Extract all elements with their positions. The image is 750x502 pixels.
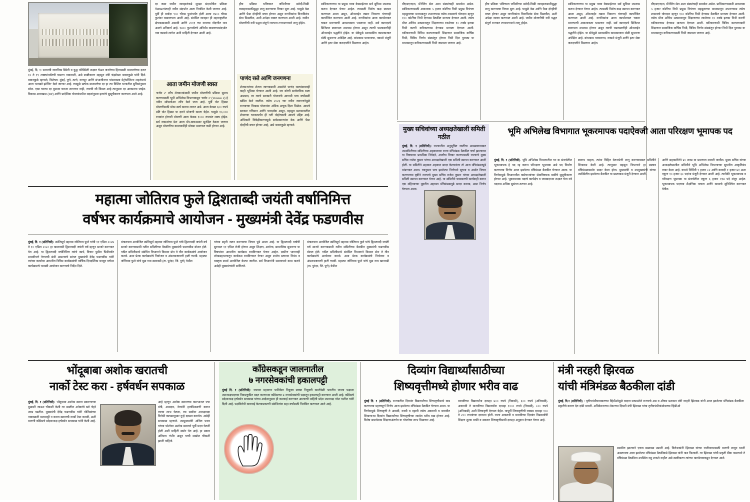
panand-roads-body: शेतकऱ्यांच्या शेतात जाण्यासाठी असलेले पाणंद रस्त्यांबाबतही काही भूमिका घेण्यात आली आहे. जर कोणी सार्वजनिक रस्ता अडवला, तर त्याचे सरकारी योजनांचे आगामी पाच वर्षांसाठी खंडित केले जातील. तसेच २०२६ च्या नवीन जनगणनेमुळे राज्याच्या विकास योजनांना अधिक अचूक दिशा मिळेल. आमचे सरकार गतिमान आणि पारदर्शक असून, महसूल प्रशासनातील शेवटच्या घटकापर्यंत ही गती पोहोचवली आमचे उद्दिष्ट आहे. अधिकारी विकेंद्रीकरणामुळे सर्वसामान्यांना वेळ आणि पैसा दोन्हीची बचत होणार आहे, असे बावनकुळे म्हणाले. xyxy=(240,84,310,128)
top-col5-body: हीच प्रक्रिया भविष्यात जमिनीच्या खरेदी-विक्री व्यवहारासाठीसुद्धा लागू करण्याचा विचार सुरू आहे. यामुळे वेळ आणि पैसा दोन्हीची बचत होणार असून नागरिकांना विनाविलंब सेवा मिळतील, अशी अपेक्षा व्यक्त करण्यात आली आहे. जमीन मोजणीची नवी पद्धत संपूर्ण राज्यात टप्प्याटप्प्याने लागू होईल. xyxy=(485,2,557,26)
phule-headline-line1: महात्मा जोतिराव फुले द्विशताब्दी जयंती वर्षानिमित्त xyxy=(95,192,351,208)
divyang-headline-line1: दिव्यांग विद्यार्थ्यांसाठीच्या xyxy=(407,365,505,377)
top-col6-body: प्राधिकरणाच्या या प्रमुख नव्या वेबसाईटवर सर्व सुविधा उपलब्ध करून देण्यात येणार आहेत. त्यासाठी विशेष कक्ष स्थापन करण्यात आला असून, ऑनलाईन तक्रार निवारण यंत्रणाही कार्यान्वित करण्यात आली आहे. नागरिकांना आता कार्यालयात चकरा मारण्याची आवश्यकता भासणार नाही. सर्व कागदपत्रे डिजिटल स्वरूपात उपलब्ध होणार असून त्याची पडताळणीही ऑनलाईन पद्धतीने होईल. या सेवेमुळे प्रशासकीय कामकाजात मोठी सुधारणा अपेक्षित आहे. बांधकाम परवानग्या, नकाशे मंजुरी आणि इतर सेवा जलदगतीने मिळणार आहेत. xyxy=(568,2,640,45)
column-divider xyxy=(480,0,481,120)
column-divider xyxy=(150,0,151,180)
column-divider xyxy=(117,240,118,352)
top-col7-body: बीएसएनएल, मॅनेजिंग सेल अशा संस्थांचाही समावेश असेल. प्राधिकरणासाठी आवश्यक ५ हजार कोटींचा निधी प्रमुख नियंत्रण महसुलाच्या माध्यमातून उभारण्यास तसेच शासनाचे योगदान म्हणून १०० कोटींचा निधी देण्यास बैठकीत मान्यता देण्यात आली. तसेच मौज अग्निम उत्खननातून शिक्षणाच्या रकमेच्या १० टक्के इतका निधी करणी वारिकरणास देण्यास मान्यता देण्यात आली. वारिकरणाठी विविध कल्याणकारी शिक्षणात सामाजिक वार्षिक निधी, विविध निर्णय संस्थांतून होणार निधी दिल पुरवठा या माध्यमातून वारिकरणासाठी निधी जमवला जाणार आहे. xyxy=(651,2,745,35)
zirwal-col1 xyxy=(558,399,744,443)
mukhya-sachiv-dateline: मुंबई, दि. १ (प्रतिनिधी): xyxy=(402,143,432,148)
phule-headline-bottom-rule xyxy=(28,234,388,235)
phule-headline-line2: वर्षभर कार्यक्रमाचे आयोजन - मुख्यमंत्री देवेंद्र फडणवीस xyxy=(82,212,364,228)
column-divider xyxy=(214,362,215,500)
divyang-col1 xyxy=(364,399,450,499)
column-divider xyxy=(397,0,398,120)
bhumi-col3: आणि सहकारीतेने ४० लाख वा प्रमाणात मजली जातील. मुख्य सचिव यांच्या अध्यक्षतेखालील समितीने भूमि अभिलेख विभागाच्या सुधारित आकृतिबंध तयार केला आहे. यामधे निर्मिती ९ हजार ८२ आणि कायदी १ हजार ७१ अशा एकूण १० हजार ६८ पदांना मंजुरी देण्यात आली आहे. त्यापैकी भूकरमापक व परिरक्षण भूमापक या संवर्गातील एकूण ६ हजार ११४ पदे मंजूर आहेत. भूकरमापक पदाच्या शैक्षणिक पात्रता आणि कामाचे सुनिश्चित करण्यात येतील. xyxy=(662,158,746,191)
column-divider xyxy=(234,0,235,180)
column-divider xyxy=(658,158,659,354)
main-headline-top-rule xyxy=(28,186,388,187)
top-col4-body: प्राधिकरणाच्या या प्रमुख नव्या वेबसाईटवर सर्व सुविधा उपलब्ध करून देण्यात येणार आहेत. त्यासाठी विशेष कक्ष स्थापन करण्यात आला असून, ऑनलाईन तक्रार निवारण यंत्रणाही कार्यान्वित करण्यात आली आहे. नागरिकांना आता कार्यालयात चकरा मारण्याची आवश्यकता भासणार नाही. सर्व कागदपत्रे डिजिटल स्वरूपात उपलब्ध होणार असून त्याची पडताळणीही ऑनलाईन पद्धतीने होईल. या सेवेमुळे प्रशासकीय कामकाजात मोठी सुधारणा अपेक्षित आहे. बांधकाम परवानग्या, नकाशे मंजुरी आणि इतर सेवा जलदगतीने मिळणार आहेत. xyxy=(321,2,391,45)
divyang-headline-line2: शिष्यवृत्तीमध्ये होणार भरीव वाढ xyxy=(394,381,518,393)
bhumi-col1 xyxy=(494,158,572,354)
land-survey-box xyxy=(153,80,231,180)
top-col3-body: हीच प्रक्रिया भविष्यात जमिनीच्या खरेदी-विक्री व्यवहारासाठीसुद्धा लागू करण्याचा विचार सुरू आहे. यामुळे वेळ आणि पैसा दोन्हीची बचत होणार असून नागरिकांना विनाविलंब सेवा मिळतील, अशी अपेक्षा व्यक्त करण्यात आली आहे. जमीन मोजणीची नवी पद्धत संपूर्ण राज्यात टप्प्याटप्प्याने लागू होईल. xyxy=(239,2,309,26)
bhondubaba-headline-line2: नार्को टेस्ट करा - हर्षवर्धन सपकाळ xyxy=(49,381,185,393)
mukhya-sachiv-text: राज्यातील अनुसूचित जातींचा अमळ्यगाबाबत उपसमितीच्या समितीच्या अहवालावर राज्य मंत्रिमंडळ बैठकीत चर्चा झाल्यावर या विषयावर प्राथमिक निवेदने, अर्जांचा विचार करण्यासाठी राज्याचे मुख्य सचिव राजेश कुमार यांच्या अध्यक्षतेखाली एक समिती स्थापन करण्यात आली होती. या समितीने अहवाल अहवाल सादर केल्यानंतर तो आज मंत्रिमंडळापुढे मांडण्यात आला. त्यानुसार पाच झालेल्या निर्णयाने सूचना व अर्थात विचार करण्याच्या दृष्टीने राज्याचे मुख्य सचिव राजेश कुमार यांच्या अध्यक्षतेखाली समिती स्थापन करण्यात येणार आहे. या समितीने याबाबतची कार्यवाही करून एक महिन्याच्या मुदतीत अहवाल मंत्रिमंडळापुढे सादर करावा, असा निर्णय घेण्यात आला. xyxy=(402,143,486,191)
zirwal-portrait-photo xyxy=(558,446,614,502)
congress-headline-line1: काँग्रेसकडून जालनातील xyxy=(252,364,324,374)
column-divider xyxy=(563,0,564,120)
cm-portrait-photo xyxy=(424,190,476,240)
bhondubaba-dateline: मुंबई, दि. १ (प्रतिनिधी): xyxy=(28,400,56,404)
phule-dateline: मुंबई, दि. १ (प्रतिनिधी): xyxy=(28,240,55,244)
congress-hand-symbol-icon xyxy=(224,424,274,474)
bhumi-col2: स्वरूप पाहता, त्यांना विहित वेतनश्रेणी लागू करण्याबाबत समितीने शिफारस केली आहे. त्यानुसार महसूल विभागाने हा प्रस्ताव मंत्रिमंडळासमोर सादर केला होता. मुख्यमंत्री व उपमुख्यमंत्री यांच्या उपस्थितीत झालेल्या बैठकीत या प्रस्तावास मंजुरी देण्यात आली. xyxy=(578,158,656,177)
zirwal-col2: प्रसारित झाल्याने एकच खळबळ उडाली आहे. विरोधकांनी झिरवळ यांच्या राजीनाम्यासाठी मागणी लावून धरली असतानाच आज झालेल्या मंत्रिमंडळ बैठकीकडे झिरवळ यांनी पाठ फिरवली. तर झिरवळ यांची प्रकृती ठीक नसल्याने ते मंत्रिमंडळ बैठकीला उपस्थित राहू शकले नाहीत असे स्पष्टीकरण त्यांच्या कार्यालयाकडून देण्यात आले. xyxy=(617,446,745,460)
phule-col4: मंत्रालयात आयोजित क्रांतिसूर्य महात्मा जोतिराव फुले यांचे द्विशताब्दी जयंती वर्ष साजरे करण्यासाठी गठीत समितीच्या बैठकीत मुख्यमंत्री फडणवीस बोलत होते. गठीत समितीमध्ये संबंधित विभागाने किमान डोन ते तीन कार्यक्रमांचे आयोजन करावे. अशा प्रेरक कार्यक्रमांचे नियोजन व अंमलबजावणी हाती घ्यावी. महात्मा जोतिराव फुले यांचे मूळ गाव खानवडी (ता. पुरंदर, जि. पुणे) येथील xyxy=(307,240,389,269)
column-divider xyxy=(210,240,211,352)
column-divider xyxy=(553,362,554,500)
congress-text: जालना महानगर पालिकेत नियुक्त स्वच्छ नियुक्ती करतेवेळी भारतीय जनता पक्षाला उपाध्यक्षपदाच्या निवडणुकीत मदत करणाऱ्या काँग्रेसच्या ७ नगरसेवकांची पक्षातून हकालपट्टी करण्यात आली आहे. काँग्रेसचे प्रदेशाध्यक्ष हर्षवर्धन सपकाळ यांच्या आदेशानुसार ही कारवाई करण्यात आल्याची माहिती प्रदेश उपाध्यक्ष नरेश पाटील यांनी दिली आहे. पक्षविरोधी कारवाई केल्याप्रकरणी संबंधितांना सहा वर्षांसाठी निलंबित करण्यात आले आहे. xyxy=(222,387,354,407)
column-divider xyxy=(646,0,647,180)
panand-roads-box xyxy=(237,74,313,180)
zirwal-col1-text: तृतीयपंथीयाबाबतच्या व्हिडीओमुळे वादात सापडलेले राज्याचे अन्न व औषध प्रशासन मंत्री नरहरी झिरवळ यांनी आज झालेल्या मंत्रिमंडळ बैठकीला प्रकृतीचे कारण देत दांडी मारली. अधिवेशनाच्या शेवटच्या दिवशी मंत्री झिरवळ यांचा तृतीयपंथीयांसोबतचा व्हिडीओ xyxy=(558,399,744,408)
mantralaya-building-photo xyxy=(28,2,148,66)
mukhya-sachiv-body xyxy=(402,144,486,356)
bhondubaba-col1-text: भोंदूबाबा अशोक खरात प्रकरणाच्या मुळाशी जाऊन चौकशी केली तर खातील अनेकांचे खरे चेहरे उघड पडतील. मुख्यमंत्री देवेंद्र फडणवीस यांनी पोलिसांच्या नावाखाली मलमपट्टी न करता खरातची नार्को टेस्ट करावी, अशी मागणी काँग्रेसचे प्रदेशाध्यक्ष हर्षवर्धन सपकाळ यांनी केली आहे. xyxy=(28,400,96,424)
phule-col2: मंत्रालयात आयोजित क्रांतिसूर्य महात्मा जोतिराव फुले यांचे द्विशताब्दी जयंती वर्ष साजरे करण्यासाठी गठीत समितीच्या बैठकीत मुख्यमंत्री फडणवीस बोलत होते. गठीत समितीमध्ये संबंधित विभागाने किमान डोन ते तीन कार्यक्रमांचे आयोजन करावे. अशा प्रेरक कार्यक्रमांचे नियोजन व अंमलबजावणी हाती घ्यावी. महात्मा जोतिराव फुले यांचे मूळ गाव खानवडी (ता. पुरंदर, जि. पुणे) येथील xyxy=(121,240,207,264)
bhumi-abhilekh-headline: भूमि अभिलेख विभागात भूकरमापक पदाऐवजी आता परिरक्षण भूमापक पद xyxy=(507,126,733,136)
phule-col1-text: क्रांतिसूर्य महात्मा जोतिराव फुले यांची ११ एप्रिल २०२७ ते १० एप्रिल २०२८ हा कालावधी द्विशताब्दी जयंती वर्ष म्हणून साजरे करण्यात येत आहे. या द्विशताब्दी वर्षानिमित्त त्यांचे कार्य, विचार पुढील पिढीपर्यंत प्रभावीपणे नेण्याची संधी असल्याचे सांगत मुख्यमंत्री देवेंद्र फडणवीस यांनी त्यांच्या कार्यावर आधारित विविध कार्यक्रमांची वार्षिक दिनदर्शिका बनवून वर्षभर कार्यक्रमाचे यशस्वी आयोजन करण्याचे निर्देश दिले. xyxy=(28,240,114,269)
bhumi-dateline: मुंबई, दि. १ (प्रतिनिधी). xyxy=(494,158,521,162)
bhondubaba-col2: आहे म्हणून अशोक खरातच्या कारभारात ज्या मंत्री, आमदार, नेत्यांनी हातमिळवणी करून त्याचा लाभ घेतला, त्या सर्वांवर अध्यक्षपदा विरोधी कायद्यानुसार गुन्हे दाखल करावेत. असेही सपकाळ म्हणाले. उपमुख्यमंत्री अजित पवार यांच्या फोटोवर अशोक खरातने पूर्वी मदत घेतली होती अशी माहिती समोर येत आहे. हा प्रकार अतिशय गंभीर असून याची सखोल चौकशी झाली पाहिजे. xyxy=(158,400,210,443)
column-divider xyxy=(316,0,317,180)
divyang-col2: बारावीच्या विद्यार्थ्यांना दरमहा ७०० रुपये (निवासी), ६०० रुपये (अनिवासी). अकरावी ते बारावीच्या विद्यार्थ्यांना दरमहा १००० रुपये (निवासी), ८०० रुपये (अनिवासी) अशी शिष्यवृत्ती देण्यात येईल. यापूर्वी शिष्यवृत्तीची रक्कम दरमहा १०० ते २०० रुपयांच्या दरम्यान होती. राज्य अकरावी व बारावीच्या दिव्यांग विद्यार्थ्यांची शिक्षण शुल्क माफी व सवलत शिष्यवृत्तीसाठी दरमहा अनुदान देण्यात येणार आहे. xyxy=(458,399,548,423)
sapkal-portrait-photo xyxy=(100,404,156,466)
mukhya-sachiv-headline: मुख्य सचिवांच्या अध्यक्षतेखाली समिती गठीत xyxy=(402,126,486,142)
column-divider xyxy=(303,240,304,352)
phule-col1 xyxy=(28,240,114,352)
land-survey-headline: आता जमीन मोजणी स्वस्त xyxy=(166,82,218,88)
land-survey-body: 'वर्जन २' लाँच शेतकऱ्यांसाठी जमीन मोजणीची प्रक्रिया सुलभ करण्यासाठी भूमी अभिलेख विभागाकडून 'वर्जन २' (Version 2) हे नवीन सॉफ्टवेअर लाँच केले जात आहे. पूर्वी पोट हिस्सा मोजणीसाठी मोठा खर्च करावा लागत असे. आता केवळ ६०० रुपये प्रति पोट हिस्सा या दराने मोजणी करता येईल. यामुळे १०,००० रुपयांत होणारी मोजणी आता केवळ १००० रुपयांत शक्य होईल. सर्व नकाशांचा डेटा आता मॅप-क्लाउडवर सुरक्षित ठेवला जाणार असून मोजणीचा कालावधीही मोठ्या प्रमाणात कमी होणार आहे. xyxy=(156,90,228,129)
zirwal-dateline: मुंबई, दि.१ (प्रतिनिधी) : xyxy=(558,399,585,403)
bhondubaba-col1 xyxy=(28,400,96,498)
bhumi-col1-text: भूमि अभिलेख विभागातील गट क संवर्गातील भूकरमापक हे पद रद्द करून परिरक्षण भूमापक असे पद निर्माण करण्याचा निर्णय आज झालेल्या मंत्रिमंडळ बैठकीत घेण्यात आला. या निर्णयामुळे विभागातील कर्मचाऱ्यांच्या सेवाविषयक बाबींचे सुसूत्रीकरण होणार आहे. भूकरमापक पदाचे कार्यक्षेत्र व जबाबदाऱ्या लक्षात घेता नवे पदनाम अधिक सुसंगत ठरणार आहे. xyxy=(494,158,572,187)
congress-dateline: मुंबई दि. १ (प्रतिनिधी): xyxy=(222,387,252,392)
divyang-dateline: मुंबई दि. १ (प्रतिनिधी). xyxy=(364,399,392,403)
top-col2-body: दर जसा जमीन व्यवहारांकडे सुरक्षा संदर्भातील प्रक्रिया नेआऊटनंतरही नवीन संदर्भात आता नियमित केली जाणार आहे. पूर्वी ही मर्यादा ९०० चौरस फुटांपर्यंत होती आता १४०० चौरस फुटांवर वाढवण्यात आली आहे. संबंधित व्यवहार ही महाराष्ट्रातील क्षेत्रफळासाठी असावी आणि २०११ च्या नावाचा नोंदणीत नाव असणे अनिवार्य आहे. १४०० फूटपर्यंतचे अनिर्बंध वाढवण्यासंदर्भात नाव काढावे लागेल अशी माहिती देण्यात आली आहे. xyxy=(155,2,227,35)
divyang-col1-text: राज्यातील दिव्यांग विद्यार्थ्यांच्या शिष्यवृत्तीमध्ये वाढ करण्याचा महत्त्वपूर्ण निर्णय आज झालेल्या मंत्रिमंडळ बैठकीत घेण्यात आला. या निर्णयामुळे शिष्यवृत्ती ते आठवी, नववी व दहावी तसेच अकरावी व बारावीत शिकणाऱ्या दिव्यांग विद्यार्थ्यांच्या शिष्यवृत्तीच्या रकमेत भरीव वाढ होणार आहे. विशेष समावेशक शिक्षणाअंतर्गत या योजनेचा लाभ मिळणार आहे. xyxy=(364,399,450,423)
zirwal-headline-line1: मंत्री नरहरी झिरवळ xyxy=(558,365,634,377)
section-divider xyxy=(397,121,645,122)
panand-roads-headline: पाणंद रस्ते आणि जनगणना xyxy=(240,76,291,82)
phule-col3: यांच्या स्मृती जतन करण्याचा विचार पुढे आला आहे. या द्विशताब्दी वर्षाची सुरुवात ११ एप्रिल रोजी होणार असून शिक्षण, आरोग्य, सामाजिक सुधारणा या विषयांवर आधारित कार्यक्रम राबविण्यात येणार आहेत. ग्रामीण भागातही लोकसहभागातून कार्यक्रम राबविण्यात येणार असून शालेय स्तरावर निबंध व वक्तृत्व स्पर्धा आयोजित केल्या जातील. सर्व विभागांनी समन्वयाने काम करावे असेही मुख्यमंत्र्यांनी सांगितले. xyxy=(214,240,300,269)
bhondubaba-headline-line1: भोंदूबाबा अशोक खरातची xyxy=(66,365,168,377)
congress-headline-line2: ७ नगरसेवकांची हकालपट्टी xyxy=(248,374,328,385)
top-col4b-body: बीएसएनएल, मॅनेजिंग सेल अशा संस्थांचाही समावेश असेल. प्राधिकरणासाठी आवश्यक ५ हजार कोटींचा निधी प्रमुख नियंत्रण महसुलाच्या माध्यमातून उभारण्यास तसेच शासनाचे योगदान म्हणून १०० कोटींचा निधी देण्यास बैठकीत मान्यता देण्यात आली. तसेच मौज अग्निम उत्खननातून शिक्षणाच्या रकमेच्या १० टक्के इतका निधी करणी वारिकरणास देण्यास मान्यता देण्यात आली. वारिकरणाठी विविध कल्याणकारी शिक्षणात सामाजिक वार्षिक निधी, विविध निर्णय संस्थांतून होणार निधी दिल पुरवठा या माध्यमातून वारिकरणासाठी निधी जमवला जाणार आहे. xyxy=(402,2,474,45)
column-divider xyxy=(574,158,575,354)
zirwal-headline-line2: यांची मंत्रिमंडळ बैठकीला दांडी xyxy=(558,381,675,393)
top-col1-body: मुंबई, दि. १: सध्याची जागतिक स्थिती व युद्ध परिस्थिती लक्षात घेऊन जनतेच्या हितासाठी मालमत्तेच्या दरात १८ ते १९ टक्क्यांपर्यंतची घसरण नाकारली, असे स्पष्टीकरण महसूल मंत्री चंद्रशेखर बावनकुळे यांनी दिले. बावनकुळे म्हणाले, विशेषत: मुंबई, पुणे, ठाणे, नागपूर आणि संभाजीनगर यांसारख्या मेट्रोपॉलिटन शहरांमध्ये आता 'मायक्रो झोनिंग' केले जाणार आहे. त्यामुळे प्रत्येक मालमत्तेचा दर हा त्या विशिष्ट भागातील सुविधांनुसार ठरेल. एका घराचा दर दुसऱ्या घराला लागणार नाही, ज्याची जी किंमत आहे त्यानुसार दर आकारला जाईल. विकास आराखडा (DP) आणि प्रादेशिक योजनांमधील बदलांनुसार इतरांचे सुसूत्रीकरण करण्यात आले आहे. xyxy=(28,68,146,97)
column-divider xyxy=(360,362,361,500)
bottom-band-rule xyxy=(28,360,746,361)
